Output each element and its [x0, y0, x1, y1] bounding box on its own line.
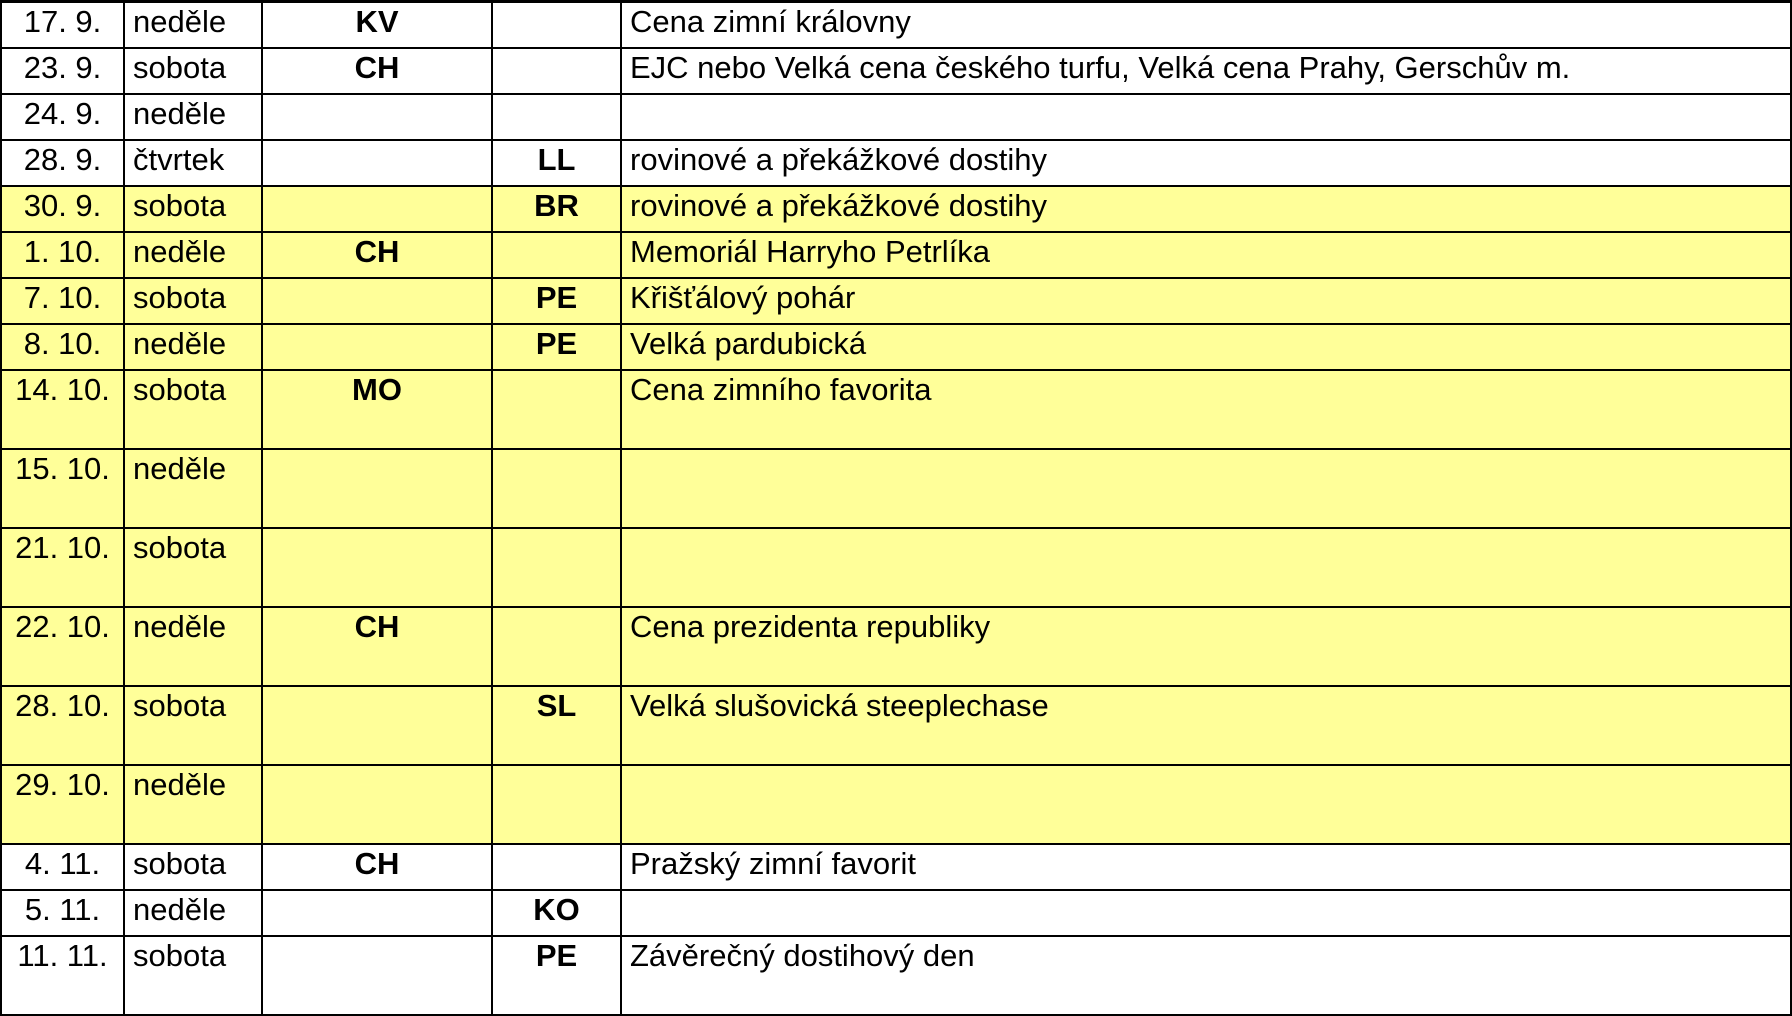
venue-code-cell — [262, 686, 492, 765]
table-row — [1, 278, 1791, 324]
weekday-cell: sobota — [124, 48, 262, 94]
event-cell: Závěrečný dostihový den — [621, 936, 1791, 1015]
weekday-cell: sobota — [124, 370, 262, 449]
date-cell: 17. 9. — [1, 2, 124, 49]
table-row — [1, 94, 1791, 140]
weekday-cell: sobota — [124, 278, 262, 324]
weekday-cell: sobota — [124, 186, 262, 232]
venue-code-alt-cell — [492, 765, 621, 844]
table-row — [1, 528, 1791, 607]
venue-code-cell — [262, 324, 492, 370]
venue-code-cell: CH — [262, 48, 492, 94]
venue-code-alt-cell: BR — [492, 186, 621, 232]
table-row — [1, 186, 1791, 232]
venue-code-cell: KV — [262, 2, 492, 49]
date-cell: 23. 9. — [1, 48, 124, 94]
event-cell: Velká slušovická steeplechase — [621, 686, 1791, 765]
table-row — [1, 844, 1791, 890]
venue-code-cell — [262, 278, 492, 324]
venue-code-alt-cell — [492, 370, 621, 449]
table-row — [1, 232, 1791, 278]
event-cell: Memoriál Harryho Petrlíka — [621, 232, 1791, 278]
venue-code-alt-cell: PE — [492, 324, 621, 370]
table-row — [1, 140, 1791, 186]
venue-code-alt-cell — [492, 232, 621, 278]
weekday-cell: neděle — [124, 94, 262, 140]
event-cell — [621, 765, 1791, 844]
weekday-cell: neděle — [124, 324, 262, 370]
event-cell: Cena zimní královny — [621, 2, 1791, 49]
event-cell — [621, 890, 1791, 936]
venue-code-alt-cell — [492, 844, 621, 890]
date-cell: 28. 10. — [1, 686, 124, 765]
weekday-cell: neděle — [124, 449, 262, 528]
weekday-cell: neděle — [124, 2, 262, 49]
event-cell: rovinové a překážkové dostihy — [621, 186, 1791, 232]
table-row — [1, 936, 1791, 1015]
event-cell: EJC nebo Velká cena českého turfu, Velká cena Prahy, Gerschův m. — [621, 48, 1791, 94]
table-row — [1, 324, 1791, 370]
venue-code-alt-cell: SL — [492, 686, 621, 765]
venue-code-alt-cell — [492, 449, 621, 528]
weekday-cell: neděle — [124, 765, 262, 844]
event-cell: Křišťálový pohár — [621, 278, 1791, 324]
venue-code-alt-cell — [492, 48, 621, 94]
event-cell — [621, 528, 1791, 607]
table-row — [1, 2, 1791, 49]
table-row — [1, 607, 1791, 686]
event-cell: Cena prezidenta republiky — [621, 607, 1791, 686]
weekday-cell: neděle — [124, 890, 262, 936]
date-cell: 28. 9. — [1, 140, 124, 186]
venue-code-alt-cell — [492, 607, 621, 686]
weekday-cell: sobota — [124, 844, 262, 890]
weekday-cell: sobota — [124, 686, 262, 765]
venue-code-cell: MO — [262, 370, 492, 449]
date-cell: 1. 10. — [1, 232, 124, 278]
weekday-cell: čtvrtek — [124, 140, 262, 186]
date-cell: 8. 10. — [1, 324, 124, 370]
date-cell: 14. 10. — [1, 370, 124, 449]
date-cell: 29. 10. — [1, 765, 124, 844]
event-cell: Velká pardubická — [621, 324, 1791, 370]
venue-code-cell — [262, 186, 492, 232]
event-cell: Cena zimního favorita — [621, 370, 1791, 449]
venue-code-alt-cell — [492, 528, 621, 607]
event-cell — [621, 449, 1791, 528]
venue-code-cell: CH — [262, 844, 492, 890]
venue-code-cell — [262, 765, 492, 844]
table-row — [1, 370, 1791, 449]
weekday-cell: neděle — [124, 232, 262, 278]
venue-code-cell — [262, 140, 492, 186]
venue-code-cell — [262, 94, 492, 140]
venue-code-cell — [262, 528, 492, 607]
venue-code-alt-cell: PE — [492, 278, 621, 324]
venue-code-cell: CH — [262, 607, 492, 686]
weekday-cell: neděle — [124, 607, 262, 686]
weekday-cell: sobota — [124, 936, 262, 1015]
date-cell: 4. 11. — [1, 844, 124, 890]
event-cell: Pražský zimní favorit — [621, 844, 1791, 890]
date-cell: 11. 11. — [1, 936, 124, 1015]
table-row — [1, 765, 1791, 844]
venue-code-alt-cell: KO — [492, 890, 621, 936]
venue-code-cell: CH — [262, 232, 492, 278]
date-cell: 5. 11. — [1, 890, 124, 936]
venue-code-cell — [262, 449, 492, 528]
event-cell: rovinové a překážkové dostihy — [621, 140, 1791, 186]
table-row — [1, 686, 1791, 765]
table-row — [1, 449, 1791, 528]
weekday-cell: sobota — [124, 528, 262, 607]
date-cell: 15. 10. — [1, 449, 124, 528]
date-cell: 21. 10. — [1, 528, 124, 607]
venue-code-alt-cell: PE — [492, 936, 621, 1015]
date-cell: 24. 9. — [1, 94, 124, 140]
date-cell: 7. 10. — [1, 278, 124, 324]
venue-code-alt-cell: LL — [492, 140, 621, 186]
date-cell: 30. 9. — [1, 186, 124, 232]
venue-code-alt-cell — [492, 94, 621, 140]
venue-code-cell — [262, 890, 492, 936]
date-cell: 22. 10. — [1, 607, 124, 686]
table-row — [1, 48, 1791, 94]
venue-code-cell — [262, 936, 492, 1015]
event-cell — [621, 94, 1791, 140]
venue-code-alt-cell — [492, 2, 621, 49]
table-row — [1, 890, 1791, 936]
